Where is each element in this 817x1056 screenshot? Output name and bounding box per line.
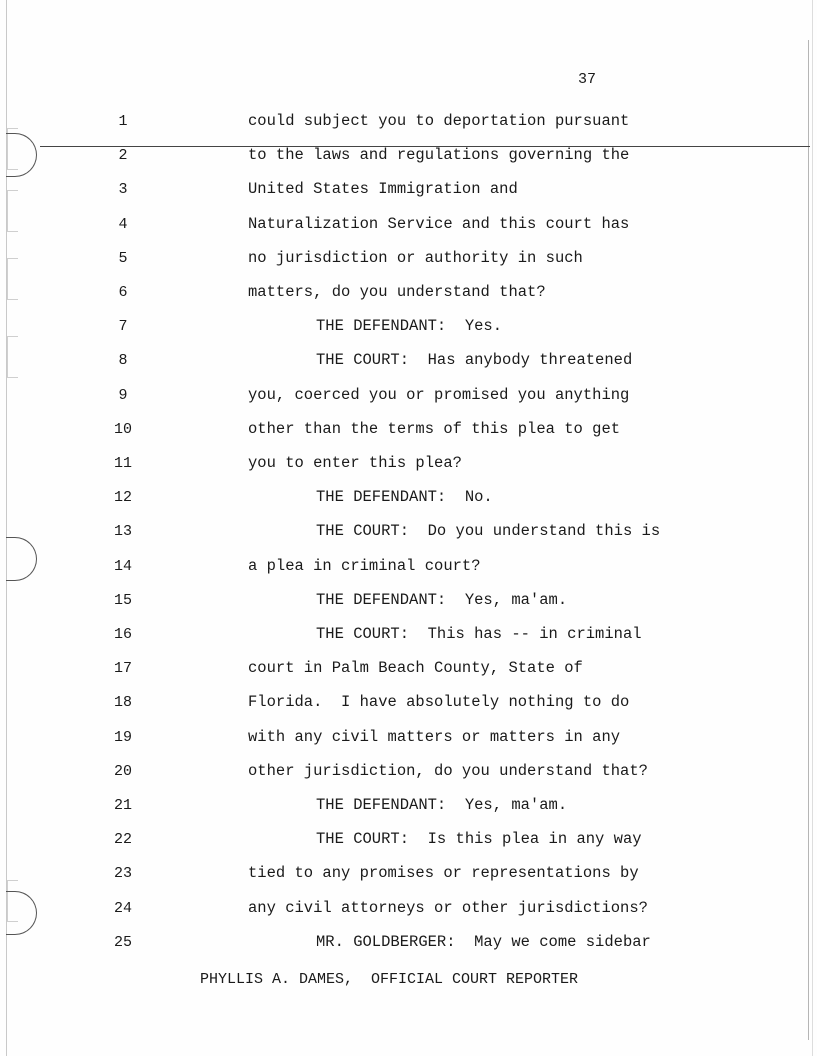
line-text: with any civil matters or matters in any — [248, 728, 621, 746]
line-number: 23 — [113, 865, 132, 882]
line-number: 2 — [118, 147, 128, 164]
line-number: 19 — [113, 729, 132, 746]
line-text: a plea in criminal court? — [248, 557, 481, 575]
line-text: Florida. I have absolutely nothing to do — [248, 693, 630, 711]
line-text: court in Palm Beach County, State of — [248, 659, 583, 677]
line-number: 17 — [113, 660, 132, 677]
line-text: THE COURT: Do you understand this is — [316, 522, 661, 540]
line-text: other than the terms of this plea to get — [248, 420, 621, 438]
scan-tab-mark — [7, 190, 18, 232]
line-number: 12 — [113, 489, 132, 506]
line-text: THE COURT: Has anybody threatened — [316, 351, 633, 369]
line-number: 13 — [113, 523, 132, 540]
line-text: any civil attorneys or other jurisdictions? — [248, 899, 648, 917]
line-text: United States Immigration and — [248, 180, 518, 198]
line-text: THE DEFENDANT: Yes. — [316, 317, 503, 335]
line-number: 3 — [118, 181, 128, 198]
line-text: MR. GOLDBERGER: May we come sidebar — [316, 933, 651, 951]
line-text: matters, do you understand that? — [248, 283, 546, 301]
line-text: tied to any promises or representations by — [248, 864, 639, 882]
line-text: no jurisdiction or authority in such — [248, 249, 583, 267]
line-number: 7 — [118, 318, 128, 335]
line-number: 6 — [118, 284, 128, 301]
scan-tab-mark — [7, 258, 18, 300]
punch-hole — [6, 891, 37, 935]
line-number: 18 — [113, 694, 132, 711]
line-text: THE DEFENDANT: No. — [316, 488, 493, 506]
line-number: 15 — [113, 592, 132, 609]
line-text: THE DEFENDANT: Yes, ma'am. — [316, 591, 568, 609]
line-number: 9 — [118, 387, 128, 404]
line-text: THE DEFENDANT: Yes, ma'am. — [316, 796, 568, 814]
line-text: you to enter this plea? — [248, 454, 462, 472]
line-text: THE COURT: Is this plea in any way — [316, 830, 642, 848]
line-text: THE COURT: This has -- in criminal — [316, 625, 642, 643]
line-number: 25 — [113, 934, 132, 951]
line-number: 1 — [118, 113, 128, 130]
line-number: 24 — [113, 900, 132, 917]
line-number: 8 — [118, 352, 128, 369]
line-number: 4 — [118, 216, 128, 233]
reporter-footer: PHYLLIS A. DAMES, OFFICIAL COURT REPORTER — [200, 971, 579, 988]
line-number: 11 — [113, 455, 132, 472]
page-number: 37 — [578, 71, 597, 88]
line-text: Naturalization Service and this court has — [248, 215, 630, 233]
scan-edge-right-outer — [812, 0, 813, 1056]
scan-edge-right — [808, 40, 809, 1040]
punch-hole — [6, 133, 37, 177]
line-number: 22 — [113, 831, 132, 848]
scan-tab-mark — [7, 336, 18, 378]
line-text: you, coerced you or promised you anything — [248, 386, 630, 404]
line-text: other jurisdiction, do you understand that? — [248, 762, 648, 780]
line-number: 16 — [113, 626, 132, 643]
line-number: 10 — [113, 421, 132, 438]
line-number: 14 — [113, 558, 132, 575]
line-number: 21 — [113, 797, 132, 814]
line-text: to the laws and regulations governing the — [248, 146, 630, 164]
line-number: 5 — [118, 250, 128, 267]
line-text: could subject you to deportation pursuant — [248, 112, 630, 130]
punch-hole — [6, 537, 37, 581]
line-number: 20 — [113, 763, 132, 780]
